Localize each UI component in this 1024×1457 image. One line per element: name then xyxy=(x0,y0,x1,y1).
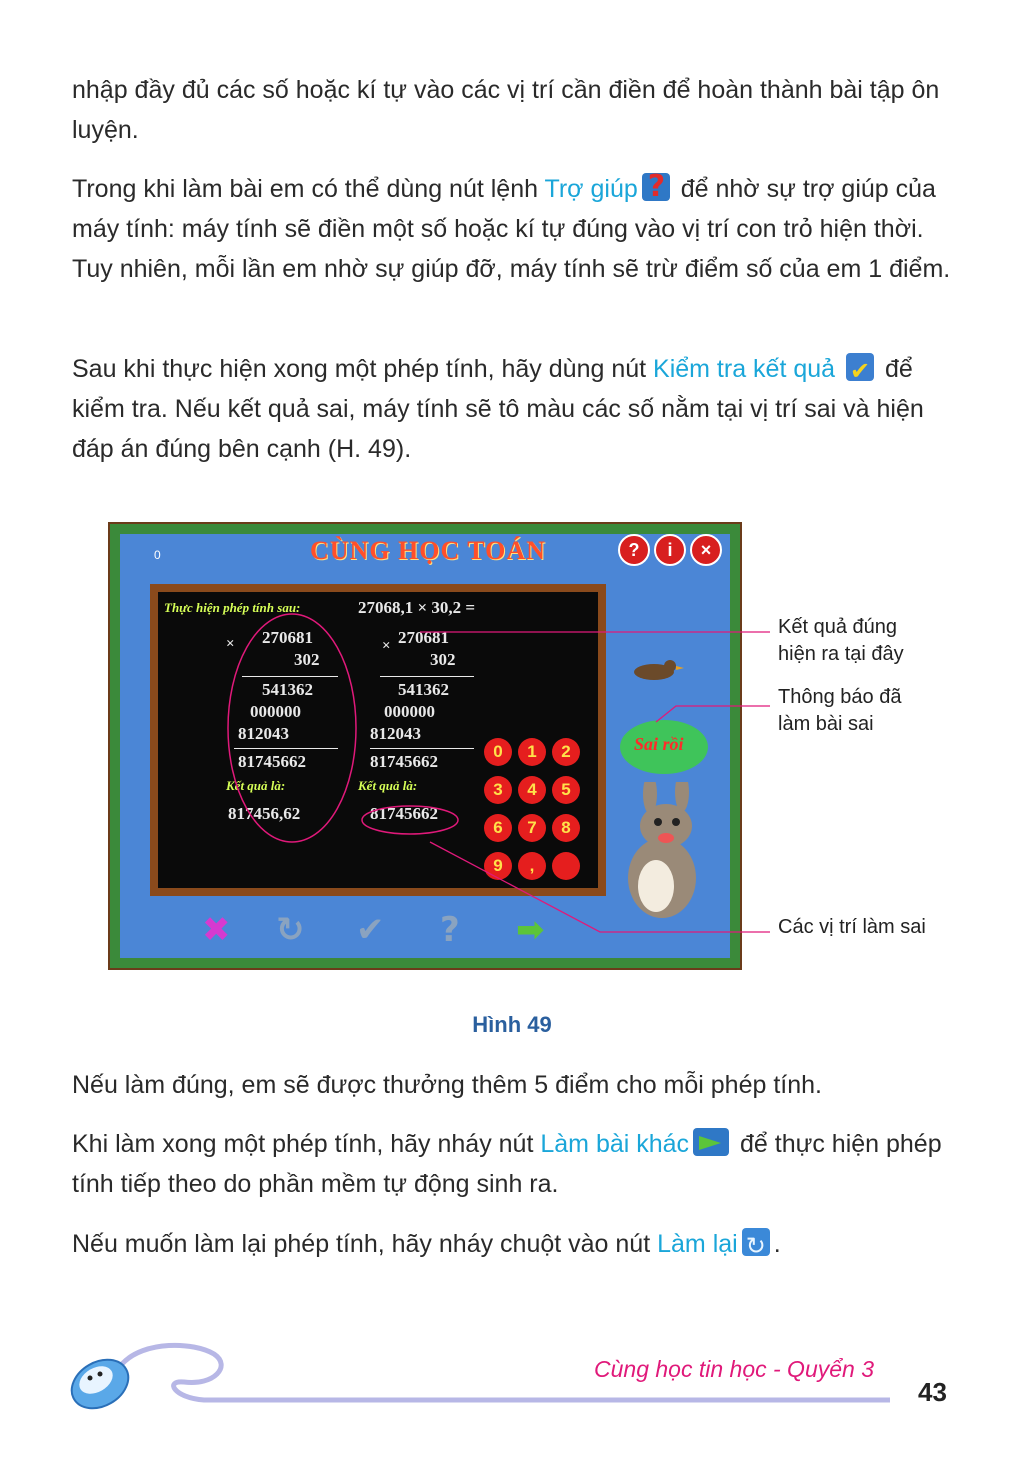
keypad-key-3[interactable]: 3 xyxy=(484,776,512,804)
toolbar-next-button[interactable]: ➡ xyxy=(516,910,545,950)
redo-icon xyxy=(742,1228,770,1256)
paragraph-5-text-a: Khi làm xong một phép tính, hãy nháy nút xyxy=(72,1130,541,1158)
right-partial-2: 000000 xyxy=(384,702,435,721)
keypad-key-8[interactable]: 8 xyxy=(552,814,580,842)
paragraph-4: Nếu làm đúng, em sẽ được thưởng thêm 5 điểm cho mỗi phép tính. xyxy=(72,1071,822,1099)
paragraph-3-text-a: Sau khi thực hiện xong một phép tính, hãy dùng nút xyxy=(72,355,654,383)
keypad-key-1[interactable]: 1 xyxy=(518,738,546,766)
app-title: CÙNG HỌC TOÁN xyxy=(310,536,546,565)
paragraph-2-text-b: để nhờ sự trợ giúp của máy tính: máy tính sẽ điền một số hoặc kí tự đúng vào vị trí con trỏ hiện thời. Tuy nhiên, mỗi lần em nhờ sự giúp đỡ, máy tính sẽ trừ điểm số của em 1 điểm. xyxy=(72,175,951,283)
keypad-key-2[interactable]: 2 xyxy=(552,738,580,766)
paragraph-5-text-b: để thực hiện phép tính tiếp theo do phần mềm tự động sinh ra. xyxy=(72,1130,942,1198)
toolbar-check-button[interactable]: ✔ xyxy=(356,910,385,950)
left-op2: 302 xyxy=(294,650,320,669)
left-sum: 81745662 xyxy=(238,752,306,771)
keypad-key-9[interactable]: 9 xyxy=(484,852,512,880)
check-result-link-text: Kiểm tra kết quả xyxy=(653,355,836,383)
annotation-wrong-positions: Các vị trí làm sai xyxy=(778,916,926,938)
annotation-correct-result xyxy=(778,614,928,668)
paragraph-6-text-a: Nếu muốn làm lại phép tính, hãy nháy chuột vào nút xyxy=(72,1230,658,1258)
keypad-key-0[interactable]: 0 xyxy=(484,738,512,766)
left-result-label: Kết quả là: xyxy=(226,778,286,793)
right-partial-1: 541362 xyxy=(398,680,449,699)
info-top-button[interactable]: i xyxy=(654,534,686,566)
footer-book-title: Cùng học tin học - Quyển 3 xyxy=(594,1356,874,1382)
prompt-label: Thực hiện phép tính sau: xyxy=(164,600,301,615)
page-number: 43 xyxy=(918,1377,947,1407)
toolbar-redo-button[interactable]: ↻ xyxy=(276,910,305,950)
left-result: 817456,62 xyxy=(228,804,301,823)
left-partial-2: 000000 xyxy=(250,702,301,721)
left-op1: 270681 xyxy=(262,628,313,647)
annotation-wrong-message xyxy=(778,684,928,738)
toolbar-help-button[interactable]: ? xyxy=(440,910,460,950)
paragraph-6-text-b: . xyxy=(773,1230,781,1258)
help-top-button[interactable]: ? xyxy=(618,534,650,566)
expression: 27068,1 × 30,2 = xyxy=(358,598,476,617)
annotation-correct-result-text: Kết quả đúng hiện ra tại đây xyxy=(778,616,904,665)
right-result-label: Kết quả là: xyxy=(358,778,418,793)
keypad-key-comma[interactable]: , xyxy=(518,852,546,880)
toolbar-cancel-button[interactable]: ✖ xyxy=(202,910,231,950)
paragraph-5 xyxy=(72,1124,952,1204)
right-op2: 302 xyxy=(430,650,456,669)
wrong-message-text: Sai rồi xyxy=(634,734,684,754)
paragraph-1: nhập đầy đủ các số hoặc kí tự vào các vị trí cần điền để hoàn thành bài tập ôn luyện. xyxy=(72,76,940,144)
left-partial-1: 541362 xyxy=(262,680,313,699)
right-sum: 81745662 xyxy=(370,752,438,771)
score-display: 0 xyxy=(154,548,161,562)
paragraph-3-text-b: để kiểm tra. Nếu kết quả sai, máy tính sẽ tô màu các số nằm tại vị trí sai và hiện đáp án đúng bên cạnh (H. 49). xyxy=(72,355,924,463)
next-exercise-link-text: Làm bài khác xyxy=(540,1130,690,1158)
keypad-key-6[interactable]: 6 xyxy=(484,814,512,842)
next-exercise-icon xyxy=(693,1128,729,1156)
close-top-button[interactable]: × xyxy=(690,534,722,566)
right-op1: 270681 xyxy=(398,628,449,647)
keypad-key-4[interactable]: 4 xyxy=(518,776,546,804)
figure-caption: Hình 49 xyxy=(472,1012,552,1037)
paragraph-6 xyxy=(72,1224,952,1264)
keypad-key-5[interactable]: 5 xyxy=(552,776,580,804)
right-times-sign: × xyxy=(382,638,391,654)
right-result: 81745662 xyxy=(370,804,438,823)
redo-link-text: Làm lại xyxy=(657,1230,738,1258)
keypad-key-7[interactable]: 7 xyxy=(518,814,546,842)
annotation-wrong-message-text: Thông báo đã làm bài sai xyxy=(778,686,902,735)
paragraph-2-text-a: Trong khi làm bài em có thể dùng nút lệnh xyxy=(72,175,545,203)
left-times-sign: × xyxy=(226,636,235,652)
right-partial-3: 812043 xyxy=(370,724,421,743)
left-partial-3: 812043 xyxy=(238,724,289,743)
help-link-text: Trợ giúp xyxy=(544,175,638,203)
